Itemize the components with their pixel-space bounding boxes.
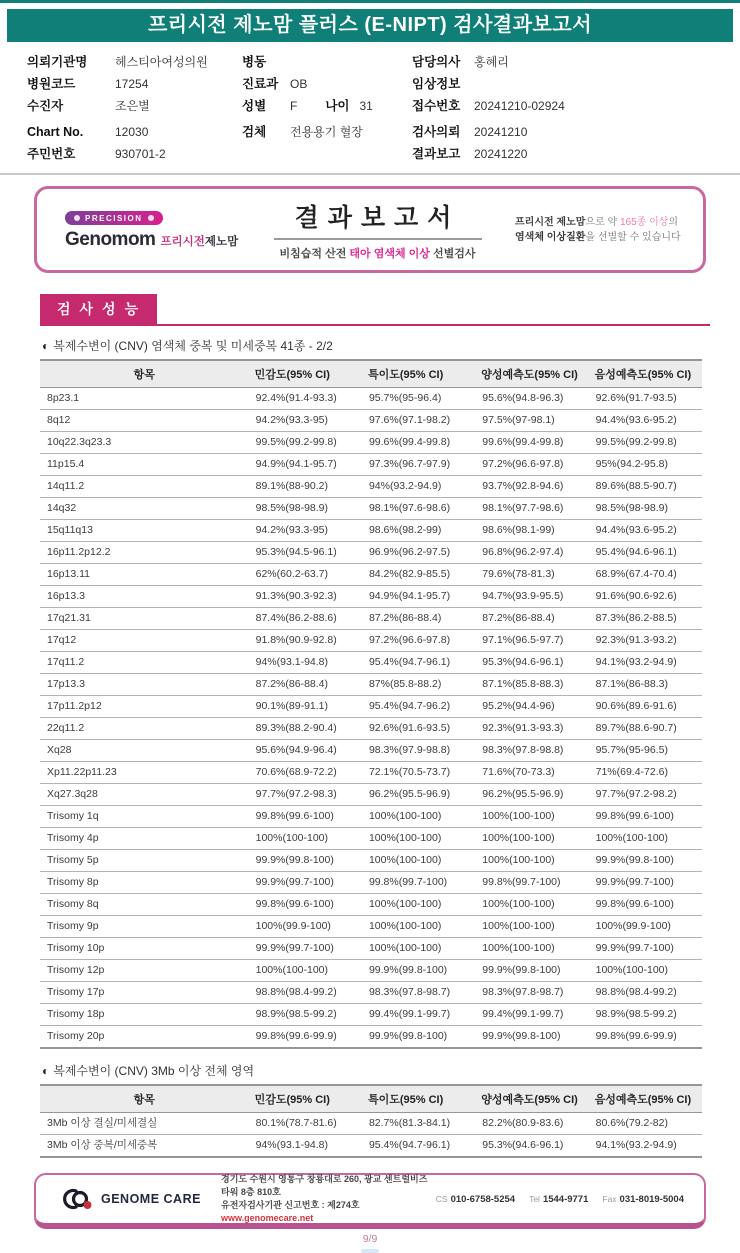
table-row	[40, 938, 702, 960]
value-cell: 89.1%(88-90.2)	[249, 476, 362, 498]
table-row	[40, 916, 702, 938]
table-row	[40, 586, 702, 608]
cnv-performance-table	[40, 359, 702, 1049]
table-row	[40, 828, 702, 850]
table-row	[40, 674, 702, 696]
value-cell: 97.6%(97.1-98.2)	[362, 410, 475, 432]
table-row	[40, 630, 702, 652]
value-cell: 95.2%(94.4-96)	[475, 696, 588, 718]
value-cell: 89.7%(88.6-90.7)	[589, 718, 702, 740]
value-cell: 97.7%(97.2-98.3)	[249, 784, 362, 806]
table-row	[40, 762, 702, 784]
value-cell: 98.9%(98.5-99.2)	[589, 1004, 702, 1026]
field-report-date: 결과보고 20241220	[412, 147, 528, 161]
value-cell: 99.8%(99.6-99.9)	[589, 1026, 702, 1049]
value-cell: 100%(100-100)	[475, 806, 588, 828]
value-cell: 99.9%(99.8-100)	[475, 1026, 588, 1049]
item-cell: Trisomy 20p	[40, 1026, 249, 1049]
item-cell: 17p11.2p12	[40, 696, 249, 718]
table-row	[40, 1026, 702, 1049]
value-cell: 98.3%(97.8-98.7)	[475, 982, 588, 1004]
value-cell: 95.7%(95-96.4)	[362, 388, 475, 410]
value-cell: 100%(100-100)	[475, 850, 588, 872]
address-line2: 유전자검사기관 신고번호 : 제274호	[221, 1200, 360, 1210]
value-cell: 71%(69.4-72.6)	[589, 762, 702, 784]
value-cell: 87.1%(85.8-88.3)	[475, 674, 588, 696]
value-cell: 99.8%(99.6-99.9)	[249, 1026, 362, 1049]
item-cell: 14q32	[40, 498, 249, 520]
item-cell: Trisomy 8q	[40, 894, 249, 916]
item-cell: 3Mb 이상 결실/미세결실	[40, 1113, 249, 1135]
report-banner	[34, 186, 706, 273]
value-cell: 98.1%(97.6-98.6)	[362, 498, 475, 520]
value-cell: 91.6%(90.6-92.6)	[589, 586, 702, 608]
banner-title: 결과보고서	[294, 204, 461, 233]
item-cell: Trisomy 1q	[40, 806, 249, 828]
address-line1: 경기도 수원시 영통구 창룡대로 260, 광교 센트럴비즈타워 8층 810호	[221, 1174, 428, 1197]
field-department: 진료과 OB	[242, 77, 308, 91]
value-cell: 82.7%(81.3-84.1)	[362, 1113, 475, 1135]
value-cell: 99.8%(99.7-100)	[475, 872, 588, 894]
value-cell: 95.4%(94.7-96.1)	[362, 652, 475, 674]
item-cell: Xq27.3q28	[40, 784, 249, 806]
value-cell: 100%(100-100)	[475, 828, 588, 850]
value-cell: 87%(85.8-88.2)	[362, 674, 475, 696]
value-cell: 100%(100-100)	[362, 806, 475, 828]
value-cell: 99.8%(99.7-100)	[362, 872, 475, 894]
value-cell: 94.9%(94.1-95.7)	[249, 454, 362, 476]
footer-address	[221, 1173, 436, 1225]
genome-care-logo: GENOME CARE	[56, 1185, 221, 1213]
value-cell: 98.8%(98.4-99.2)	[589, 982, 702, 1004]
value-cell: 99.5%(99.2-99.8)	[589, 432, 702, 454]
value-cell: 98.5%(98-98.9)	[589, 498, 702, 520]
value-cell: 94%(93.2-94.9)	[362, 476, 475, 498]
item-cell: 16p13.3	[40, 586, 249, 608]
value-cell: 97.3%(96.7-97.9)	[362, 454, 475, 476]
value-cell: 98.8%(98.4-99.2)	[249, 982, 362, 1004]
table-row	[40, 718, 702, 740]
table-row	[40, 498, 702, 520]
page-number: 9/9	[362, 1233, 378, 1245]
value-cell: 97.7%(97.2-98.2)	[589, 784, 702, 806]
value-cell: 95%(94.2-95.8)	[589, 454, 702, 476]
value-cell: 96.9%(96.2-97.5)	[362, 542, 475, 564]
value-cell: 95.4%(94.7-96.2)	[362, 696, 475, 718]
field-hospital-name: 의뢰기관명 헤스티아여성의원	[27, 55, 208, 69]
table2-caption: ◐ 복제수변이 (CNV) 3Mb 이상 전체 영역	[42, 1064, 255, 1078]
value-cell: 79.6%(78-81.3)	[475, 564, 588, 586]
value-cell: 62%(60.2-63.7)	[249, 564, 362, 586]
brand-line: Genomom 프리시전제노맘	[65, 229, 239, 250]
half-circle-icon: ◐	[42, 1064, 50, 1078]
cnv-3mb-table	[40, 1084, 702, 1158]
field-doctor: 담당의사 홍혜리	[412, 55, 509, 69]
value-cell: 94.1%(93.2-94.9)	[589, 1135, 702, 1158]
value-cell: 95.4%(94.7-96.1)	[362, 1135, 475, 1158]
value-cell: 96.2%(95.5-96.9)	[362, 784, 475, 806]
item-cell: Trisomy 12p	[40, 960, 249, 982]
value-cell: 97.5%(97-98.1)	[475, 410, 588, 432]
value-cell: 84.2%(82.9-85.5)	[362, 564, 475, 586]
value-cell: 100%(100-100)	[589, 960, 702, 982]
value-cell: 87.2%(86-88.4)	[475, 608, 588, 630]
fax-contact: Fax 031-8019-5004	[602, 1193, 684, 1205]
table-row	[40, 696, 702, 718]
value-cell: 92.3%(91.3-93.2)	[589, 630, 702, 652]
value-cell: 95.3%(94.6-96.1)	[475, 1135, 588, 1158]
value-cell: 92.3%(91.3-93.3)	[475, 718, 588, 740]
tel-contact: Tel 1544-9771	[529, 1193, 589, 1205]
table-row	[40, 1135, 702, 1158]
item-cell: Xp11.22p11.23	[40, 762, 249, 784]
value-cell: 94.7%(93.9-95.5)	[475, 586, 588, 608]
item-cell: Trisomy 17p	[40, 982, 249, 1004]
item-cell: 15q11q13	[40, 520, 249, 542]
value-cell: 94.4%(93.6-95.2)	[589, 520, 702, 542]
value-cell: 94%(93.1-94.8)	[249, 652, 362, 674]
value-cell: 89.6%(88.5-90.7)	[589, 476, 702, 498]
report-title-bar: 프리시전 제노맘 플러스 (E-NIPT) 검사결과보고서	[7, 9, 733, 42]
field-receipt-no: 접수번호 20241210-02924	[412, 99, 565, 113]
table-row	[40, 872, 702, 894]
table-row	[40, 1004, 702, 1026]
value-cell: 98.9%(98.5-99.2)	[249, 1004, 362, 1026]
table-row	[40, 652, 702, 674]
genome-care-mark-icon	[56, 1185, 96, 1213]
top-accent-line	[0, 0, 740, 3]
banner-note: 프리시전 제노맘으로 약 165종 이상의 염색체 이상질환을 선별할 수 있습니다	[515, 216, 681, 243]
value-cell: 95.7%(95-96.5)	[589, 740, 702, 762]
value-cell: 92.6%(91.7-93.5)	[589, 388, 702, 410]
value-cell: 100%(100-100)	[475, 938, 588, 960]
value-cell: 98.5%(98-98.9)	[249, 498, 362, 520]
field-clinical-info: 임상정보	[412, 77, 461, 91]
item-cell: 8p23.1	[40, 388, 249, 410]
item-cell: 8q12	[40, 410, 249, 432]
value-cell: 100%(100-100)	[249, 960, 362, 982]
banner-subtitle: 비침습적 산전 태아 염색체 이상 선별검사	[279, 247, 476, 260]
banner-rule	[274, 238, 482, 240]
value-cell: 99.9%(99.8-100)	[362, 960, 475, 982]
patient-info-col3	[412, 51, 726, 165]
value-cell: 100%(100-100)	[362, 850, 475, 872]
half-circle-icon: ◐	[42, 339, 50, 353]
value-cell: 100%(100-100)	[249, 828, 362, 850]
banner-center	[240, 198, 515, 261]
value-cell: 94.4%(93.6-95.2)	[589, 410, 702, 432]
value-cell: 68.9%(67.4-70.4)	[589, 564, 702, 586]
item-cell: 10q22.3q23.3	[40, 432, 249, 454]
field-resident-no: 주민번호 930701-2	[27, 147, 166, 161]
table-row	[40, 476, 702, 498]
cs-contact: CS 010-6758-5254	[435, 1193, 516, 1205]
item-cell: Trisomy 4p	[40, 828, 249, 850]
table-header-row: 항목 민감도(95% CI) 특이도(95% CI) 양성예측도(95% CI) 음성예측도(95% CI)	[40, 1085, 702, 1113]
value-cell: 95.3%(94.6-96.1)	[475, 652, 588, 674]
item-cell: 22q11.2	[40, 718, 249, 740]
value-cell: 98.6%(98.2-99)	[362, 520, 475, 542]
value-cell: 98.1%(97.7-98.6)	[475, 498, 588, 520]
table-row	[40, 740, 702, 762]
item-cell: 14q11.2	[40, 476, 249, 498]
table-row	[40, 1113, 702, 1135]
value-cell: 99.5%(99.2-99.8)	[249, 432, 362, 454]
value-cell: 95.4%(94.6-96.1)	[589, 542, 702, 564]
table-row	[40, 608, 702, 630]
field-patient-name: 수진자 조은별	[27, 99, 150, 113]
value-cell: 99.9%(99.7-100)	[589, 872, 702, 894]
value-cell: 99.8%(99.6-100)	[249, 806, 362, 828]
value-cell: 98.3%(97.9-98.8)	[362, 740, 475, 762]
table-row	[40, 894, 702, 916]
value-cell: 91.8%(90.9-92.8)	[249, 630, 362, 652]
table-header-row: 항목 민감도(95% CI) 특이도(95% CI) 양성예측도(95% CI) 음성예측도(95% CI)	[40, 360, 702, 388]
value-cell: 70.6%(68.9-72.2)	[249, 762, 362, 784]
table-row	[40, 806, 702, 828]
item-cell: 16p11.2p12.2	[40, 542, 249, 564]
field-ward: 병동	[242, 55, 267, 69]
badge-dot-icon	[148, 215, 154, 221]
item-cell: 17p13.3	[40, 674, 249, 696]
item-cell: 17q12	[40, 630, 249, 652]
item-cell: 17q11.2	[40, 652, 249, 674]
value-cell: 95.6%(94.8-96.3)	[475, 388, 588, 410]
value-cell: 100%(99.9-100)	[589, 916, 702, 938]
value-cell: 87.2%(86-88.4)	[362, 608, 475, 630]
value-cell: 99.4%(99.1-99.7)	[475, 1004, 588, 1026]
table-row	[40, 784, 702, 806]
value-cell: 100%(99.9-100)	[249, 916, 362, 938]
table-row	[40, 432, 702, 454]
item-cell: 16p13.11	[40, 564, 249, 586]
value-cell: 99.9%(99.7-100)	[249, 872, 362, 894]
value-cell: 94.2%(93.3-95)	[249, 410, 362, 432]
patient-info-col2	[242, 51, 412, 165]
field-request-date: 검사의뢰 20241210	[412, 125, 528, 139]
value-cell: 92.4%(91.4-93.3)	[249, 388, 362, 410]
table-row	[40, 454, 702, 476]
section-performance	[40, 294, 710, 326]
field-specimen: 검체 전용용기 혈장	[242, 125, 363, 139]
value-cell: 100%(100-100)	[475, 916, 588, 938]
value-cell: 100%(100-100)	[589, 828, 702, 850]
value-cell: 99.6%(99.4-99.8)	[475, 432, 588, 454]
value-cell: 100%(100-100)	[362, 894, 475, 916]
patient-info-col1	[27, 51, 242, 165]
footer	[34, 1173, 706, 1229]
value-cell: 100%(100-100)	[362, 828, 475, 850]
value-cell: 99.9%(99.8-100)	[475, 960, 588, 982]
value-cell: 99.4%(99.1-99.7)	[362, 1004, 475, 1026]
website-link[interactable]: www.genomecare.net	[221, 1213, 314, 1223]
table-row	[40, 850, 702, 872]
value-cell: 99.9%(99.7-100)	[249, 938, 362, 960]
item-cell: Trisomy 5p	[40, 850, 249, 872]
table-row	[40, 982, 702, 1004]
value-cell: 97.1%(96.5-97.7)	[475, 630, 588, 652]
value-cell: 90.1%(89-91.1)	[249, 696, 362, 718]
value-cell: 82.2%(80.9-83.6)	[475, 1113, 588, 1135]
item-cell: Trisomy 8p	[40, 872, 249, 894]
value-cell: 94.2%(93.3-95)	[249, 520, 362, 542]
table-row	[40, 520, 702, 542]
value-cell: 96.8%(96.2-97.4)	[475, 542, 588, 564]
value-cell: 99.9%(99.8-100)	[249, 850, 362, 872]
value-cell: 100%(100-100)	[475, 894, 588, 916]
value-cell: 100%(100-100)	[362, 938, 475, 960]
table-row	[40, 388, 702, 410]
value-cell: 97.2%(96.6-97.8)	[475, 454, 588, 476]
item-cell: Trisomy 10p	[40, 938, 249, 960]
table-row	[40, 410, 702, 432]
value-cell: 100%(100-100)	[362, 916, 475, 938]
item-cell: Xq28	[40, 740, 249, 762]
value-cell: 96.2%(95.5-96.9)	[475, 784, 588, 806]
item-cell: Trisomy 9p	[40, 916, 249, 938]
table-row	[40, 542, 702, 564]
genomom-logo	[55, 208, 240, 251]
value-cell: 97.2%(96.6-97.8)	[362, 630, 475, 652]
value-cell: 94.9%(94.1-95.7)	[362, 586, 475, 608]
value-cell: 87.1%(86-88.3)	[589, 674, 702, 696]
value-cell: 99.8%(99.6-100)	[589, 806, 702, 828]
value-cell: 94.1%(93.2-94.9)	[589, 652, 702, 674]
field-hospital-code: 병원코드 17254	[27, 77, 149, 91]
table1-caption: ◐ 복제수변이 (CNV) 염색체 중복 및 미세중복 41종 - 2/2	[42, 339, 333, 353]
item-cell: 17q21.31	[40, 608, 249, 630]
precision-badge: PRECISION	[65, 211, 163, 225]
section-title: 검사성능	[40, 294, 157, 324]
value-cell: 87.4%(86.2-88.6)	[249, 608, 362, 630]
field-sex-age: 성별 F 나이 31	[242, 99, 373, 113]
value-cell: 80.6%(79.2-82)	[589, 1113, 702, 1135]
value-cell: 99.6%(99.4-99.8)	[362, 432, 475, 454]
value-cell: 95.6%(94.9-96.4)	[249, 740, 362, 762]
value-cell: 92.6%(91.6-93.5)	[362, 718, 475, 740]
value-cell: 99.9%(99.8-100)	[362, 1026, 475, 1049]
table-row	[40, 564, 702, 586]
value-cell: 99.8%(99.6-100)	[589, 894, 702, 916]
value-cell: 98.6%(98.1-99)	[475, 520, 588, 542]
value-cell: 95.3%(94.5-96.1)	[249, 542, 362, 564]
value-cell: 98.3%(97.8-98.8)	[475, 740, 588, 762]
footer-contacts	[436, 1194, 684, 1205]
badge-dot-icon	[74, 215, 80, 221]
value-cell: 80.1%(78.7-81.6)	[249, 1113, 362, 1135]
value-cell: 91.3%(90.3-92.3)	[249, 586, 362, 608]
item-cell: 3Mb 이상 중복/미세중복	[40, 1135, 249, 1158]
value-cell: 72.1%(70.5-73.7)	[362, 762, 475, 784]
value-cell: 93.7%(92.8-94.6)	[475, 476, 588, 498]
patient-info-section	[0, 42, 740, 175]
value-cell: 99.8%(99.6-100)	[249, 894, 362, 916]
value-cell: 99.9%(99.8-100)	[589, 850, 702, 872]
value-cell: 98.3%(97.8-98.7)	[362, 982, 475, 1004]
value-cell: 87.2%(86-88.4)	[249, 674, 362, 696]
value-cell: 94%(93.1-94.8)	[249, 1135, 362, 1158]
table-row	[40, 960, 702, 982]
value-cell: 89.3%(88.2-90.4)	[249, 718, 362, 740]
value-cell: 87.3%(86.2-88.5)	[589, 608, 702, 630]
field-chart-no: Chart No. 12030	[27, 125, 149, 139]
item-cell: 11p15.4	[40, 454, 249, 476]
value-cell: 99.9%(99.7-100)	[589, 938, 702, 960]
item-cell: Trisomy 18p	[40, 1004, 249, 1026]
value-cell: 90.6%(89.6-91.6)	[589, 696, 702, 718]
value-cell: 71.6%(70-73.3)	[475, 762, 588, 784]
scan-artifact-dash	[361, 1249, 379, 1253]
